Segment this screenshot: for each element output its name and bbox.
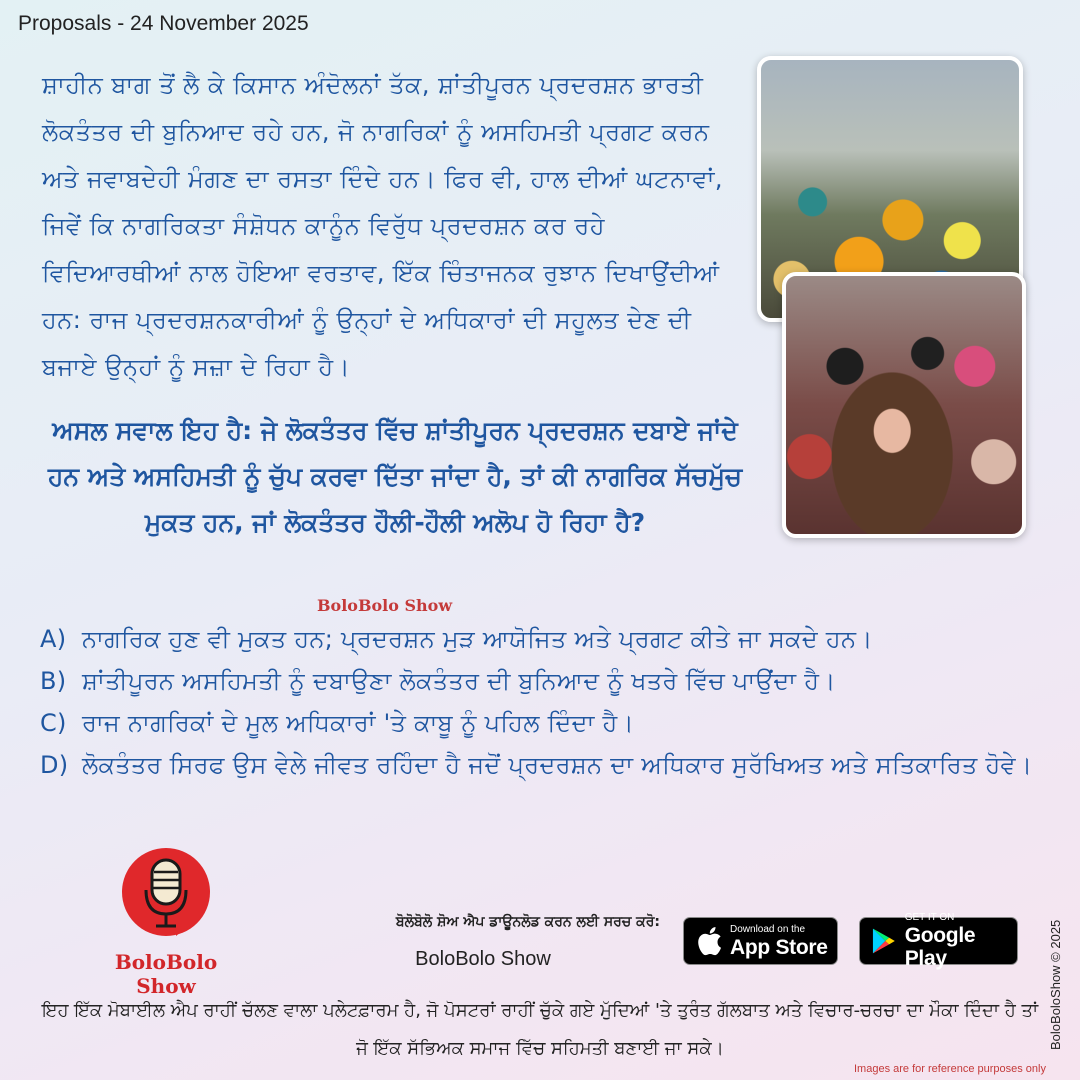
date-line: Proposals - 24 November 2025 (18, 12, 309, 35)
protest-photo-women (782, 272, 1026, 538)
google-play-icon (872, 927, 897, 955)
option-text: ਰਾਜ ਨਾਗਰਿਕਾਂ ਦੇ ਮੂਲ ਅਧਿਕਾਰਾਂ 'ਤੇ ਕਾਬੂ ਨੂੰ ਪਹਿਲ ਦਿੰਦਾ ਹੈ। (82, 709, 635, 737)
image-disclaimer: Images are for reference purposes only (854, 1063, 1046, 1075)
footer-description: ਇਹ ਇੱਕ ਮੋਬਾਈਲ ਐਪ ਰਾਹੀਂ ਚੱਲਣ ਵਾਲਾ ਪਲੇਟਫ਼ਾਰਮ ਹੈ, ਜੋ ਪੋਸਟਰਾਂ ਰਾਹੀਂ ਚੁੱਕੇ ਗਏ ਮੁੱਦਿਆਂ 'ਤੇ ਤੁਰੰਤ ਗੱਲਬਾਤ ਅਤੇ ਵਿਚਾਰ-ਚਰਚਾ ਦਾ ਮੌਕਾ ਦਿੰਦਾ ਹੈ ਤਾਂ ਜੋ ਇੱਕ ਸੱਭਿਅਕ ਸਮਾਜ ਵਿੱਚ ਸਹਿਮਤੀ ਬਣਾਈ ਜਾ ਸਕੇ। (41, 1000, 1039, 1059)
option-b[interactable] (40, 660, 1040, 702)
option-text: ਨਾਗਰਿਕ ਹੁਣ ਵੀ ਮੁਕਤ ਹਨ; ਪ੍ਰਦਰਸ਼ਨ ਮੁੜ ਆਯੋਜਿਤ ਅਤੇ ਪ੍ਰਗਟ ਕੀਤੇ ਜਾ ਸਕਦੇ ਹਨ। (82, 625, 873, 653)
app-store-small-text: Download on the (730, 923, 806, 935)
microphone-icon (137, 856, 195, 930)
app-store-label: App Store (730, 935, 828, 959)
answer-options (40, 618, 1040, 786)
option-c[interactable] (40, 702, 1040, 744)
option-letter: C) (40, 709, 67, 737)
intro-paragraph: ਸ਼ਾਹੀਨ ਬਾਗ ਤੋਂ ਲੈ ਕੇ ਕਿਸਾਨ ਅੰਦੋਲਨਾਂ ਤੱਕ, ਸ਼ਾਂਤੀਪੂਰਨ ਪ੍ਰਦਰਸ਼ਨ ਭਾਰਤੀ ਲੋਕਤੰਤਰ ਦੀ ਬੁਨਿਆਦ ਰਹੇ ਹਨ, ਜੋ ਨਾਗਰਿਕਾਂ ਨੂੰ ਅਸਹਿਮਤੀ ਪ੍ਰਗਟ ਕਰਨ ਅਤੇ ਜਵਾਬਦੇਹੀ ਮੰਗਣ ਦਾ ਰਸਤਾ ਦਿੰਦੇ ਹਨ। ਫਿਰ ਵੀ, ਹਾਲ ਦੀਆਂ ਘਟਨਾਵਾਂ, ਜਿਵੇਂ ਕਿ ਨਾਗਰਿਕਤਾ ਸੰਸ਼ੋਧਨ ਕਾਨੂੰਨ ਵਿਰੁੱਧ ਪ੍ਰਦਰਸ਼ਨ ਕਰ ਰਹੇ ਵਿਦਿਆਰਥੀਆਂ ਨਾਲ ਹੋਇਆ ਵਰਤਾਵ, ਇੱਕ ਚਿੰਤਾਜਨਕ ਰੁਝਾਨ ਦਿਖਾਉਂਦੀਆਂ ਹਨ: ਰਾਜ ਪ੍ਰਦਰਸ਼ਨਕਾਰੀਆਂ ਨੂੰ ਉਨ੍ਹਾਂ ਦੇ ਅਧਿਕਾਰਾਂ ਦੀ ਸਹੂਲਤ ਦੇਣ ਦੀ ਬਜਾਏ ਉਨ੍ਹਾਂ ਨੂੰ ਸਜ਼ਾ ਦੇ ਰਿਹਾ ਹੈ। (42, 71, 724, 381)
option-letter: A) (40, 625, 67, 653)
search-cta: ਬੋਲੋਬੋਲੋ ਸ਼ੋਅ ਐਪ ਡਾਊਨਲੋਡ ਕਰਨ ਲਈ ਸਰਚ ਕਰੋ: (395, 914, 660, 930)
search-app-name: BoloBolo Show (415, 948, 551, 970)
app-store-button[interactable] (683, 917, 838, 965)
option-text: ਲੋਕਤੰਤਰ ਸਿਰਫ ਉਸ ਵੇਲੇ ਜੀਵਤ ਰਹਿੰਦਾ ਹੈ ਜਦੋਂ ਪ੍ਰਦਰਸ਼ਨ ਦਾ ਅਧਿਕਾਰ ਸੁਰੱਖਿਅਤ ਅਤੇ ਸਤਿਕਾਰਿਤ ਹੋਵੇ। (82, 751, 1033, 779)
option-text: ਸ਼ਾਂਤੀਪੂਰਨ ਅਸਹਿਮਤੀ ਨੂੰ ਦਬਾਉਣਾ ਲੋਕਤੰਤਰ ਦੀ ਬੁਨਿਆਦ ਨੂੰ ਖਤਰੇ ਵਿੱਚ ਪਾਉਂਦਾ ਹੈ। (82, 667, 836, 695)
brand-watermark: BoloBolo Show (317, 596, 453, 615)
copyright-notice: BoloBoloShow © 2025 (1048, 919, 1063, 1050)
google-play-button[interactable] (859, 912, 1018, 970)
bolobolo-logo (86, 848, 246, 998)
option-a[interactable] (40, 618, 1040, 660)
option-letter: D) (40, 751, 69, 779)
option-d[interactable] (40, 744, 1040, 786)
main-question: ਅਸਲ ਸਵਾਲ ਇਹ ਹੈ: ਜੇ ਲੋਕਤੰਤਰ ਵਿੱਚ ਸ਼ਾਂਤੀਪੂਰਨ ਪ੍ਰਦਰਸ਼ਨ ਦਬਾਏ ਜਾਂਦੇ ਹਨ ਅਤੇ ਅਸਹਿਮਤੀ ਨੂੰ ਚੁੱਪ ਕਰਵਾ ਦਿੱਤਾ ਜਾਂਦਾ ਹੈ, ਤਾਂ ਕੀ ਨਾਗਰਿਕ ਸੱਚਮੁੱਚ ਮੁਕਤ ਹਨ, ਜਾਂ ਲੋਕਤੰਤਰ ਹੌਲੀ-ਹੌਲੀ ਅਲੋਪ ਹੋ ਰਿਹਾ ਹੈ? (48, 416, 742, 537)
google-play-small-text: GET IT ON (904, 912, 955, 923)
option-letter: B) (40, 667, 67, 695)
apple-icon (696, 926, 722, 956)
google-play-label: Google Play (904, 924, 976, 970)
logo-text: BoloBolo Show (114, 950, 218, 998)
